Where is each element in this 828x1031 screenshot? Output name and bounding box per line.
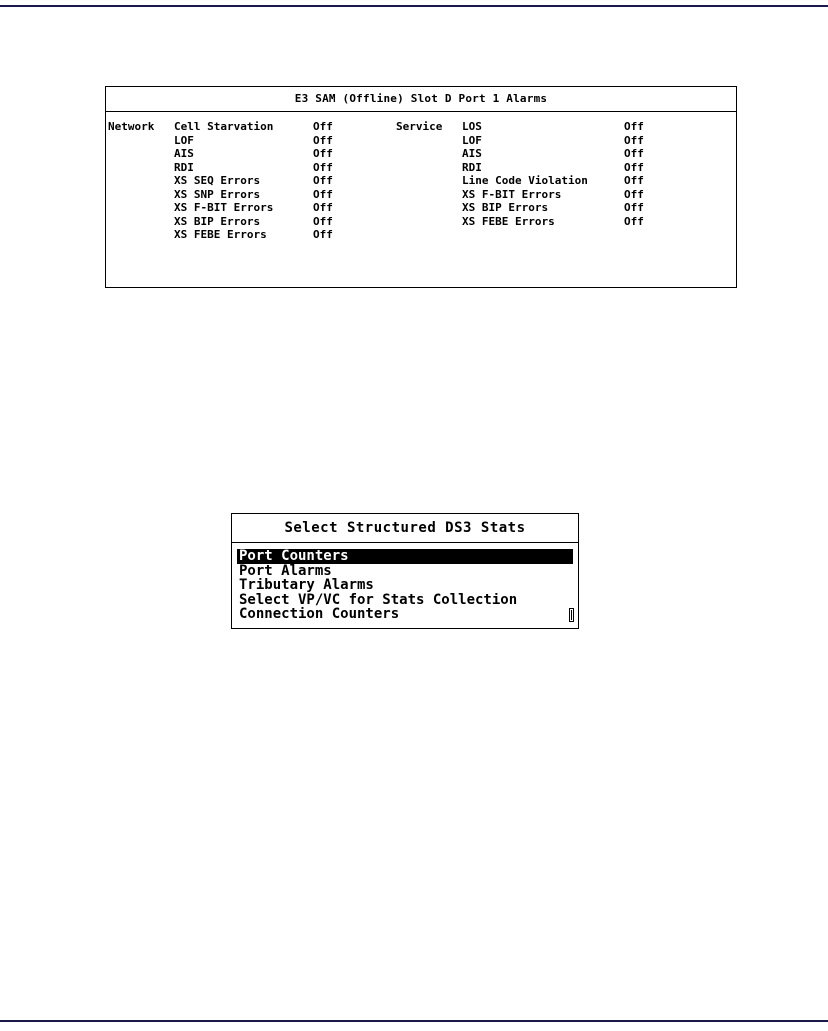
- alarm-label: RDI: [174, 160, 194, 174]
- alarm-label: XS FEBE Errors: [462, 214, 555, 228]
- network-alarm-list: [174, 120, 333, 242]
- stats-menu: [231, 513, 579, 629]
- alarm-label: XS BIP Errors: [174, 214, 261, 228]
- menu-item-connection-counters[interactable]: Connection Counters: [239, 607, 400, 622]
- alarm-row: [174, 228, 333, 242]
- alarm-label: LOF: [462, 133, 482, 147]
- alarm-label: RDI: [462, 160, 482, 174]
- alarm-value: Off: [313, 228, 333, 241]
- alarm-label: XS BIP Errors: [462, 201, 549, 214]
- alarm-label: LOS: [462, 120, 482, 133]
- alarm-value: Off: [624, 133, 644, 147]
- alarm-value: Off: [624, 120, 644, 133]
- page-top-rule: [0, 5, 828, 7]
- alarm-value: Off: [313, 160, 333, 174]
- alarm-value: Off: [313, 214, 333, 228]
- alarm-value: Off: [624, 147, 644, 160]
- alarm-label: XS FEBE Errors: [174, 228, 267, 241]
- alarm-value: Off: [624, 214, 644, 228]
- alarm-label: LOF: [174, 133, 194, 147]
- alarm-label: XS SNP Errors: [174, 187, 261, 201]
- alarm-row: [462, 188, 644, 202]
- alarm-row: [462, 174, 644, 188]
- alarm-row: [174, 120, 333, 134]
- menu-item-tributary-alarms[interactable]: Tributary Alarms: [239, 578, 374, 593]
- menu-item-port-alarms[interactable]: Port Alarms: [239, 563, 332, 578]
- alarm-row: [174, 134, 333, 148]
- alarm-row: [462, 134, 644, 148]
- alarm-value: Off: [313, 187, 333, 201]
- menu-item-port-counters[interactable]: Port Counters: [237, 549, 573, 564]
- menu-item-select-vpvc[interactable]: Select VP/VC for Stats Collection: [239, 592, 518, 607]
- alarm-row: [462, 161, 644, 175]
- stats-menu-list: [232, 543, 578, 622]
- alarm-value: Off: [313, 147, 333, 160]
- network-heading: Network: [108, 120, 155, 133]
- alarm-row: [174, 188, 333, 202]
- alarm-value: Off: [313, 133, 333, 147]
- alarm-value: Off: [313, 174, 333, 187]
- text-cursor: [569, 608, 574, 622]
- alarm-row: [462, 201, 644, 215]
- alarm-row: [462, 147, 644, 161]
- alarm-row: [174, 147, 333, 161]
- alarm-row: [462, 215, 644, 229]
- alarm-row: [174, 215, 333, 229]
- alarms-panel: [105, 86, 737, 288]
- alarm-label: XS F-BIT Errors: [462, 187, 562, 201]
- stats-menu-title: Select Structured DS3 Stats: [232, 514, 578, 543]
- alarm-label: Line Code Violation: [462, 174, 588, 187]
- alarm-label: Cell Starvation: [174, 120, 274, 133]
- alarm-value: Off: [624, 187, 644, 201]
- alarms-title: E3 SAM (Offline) Slot D Port 1 Alarms: [106, 87, 736, 112]
- alarm-value: Off: [624, 201, 644, 214]
- alarm-label: XS SEQ Errors: [174, 174, 261, 187]
- alarm-label: AIS: [462, 147, 482, 160]
- alarm-row: [174, 201, 333, 215]
- page-bottom-rule: [0, 1020, 828, 1022]
- alarm-row: [174, 174, 333, 188]
- alarm-value: Off: [313, 120, 333, 133]
- alarm-label: AIS: [174, 147, 194, 160]
- service-alarm-list: [462, 120, 644, 228]
- alarm-value: Off: [313, 201, 333, 214]
- alarm-row: [174, 161, 333, 175]
- alarm-value: Off: [624, 160, 644, 174]
- alarm-label: XS F-BIT Errors: [174, 201, 274, 214]
- alarm-row: [462, 120, 644, 134]
- alarm-value: Off: [624, 174, 644, 187]
- service-heading: Service: [396, 120, 443, 133]
